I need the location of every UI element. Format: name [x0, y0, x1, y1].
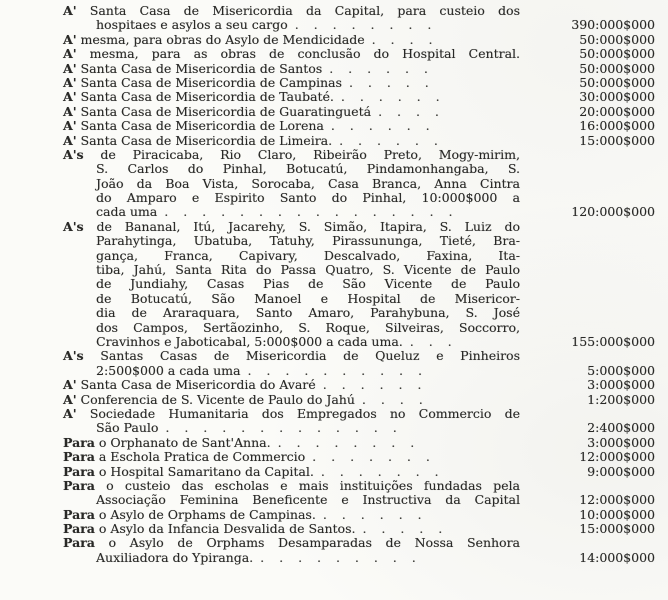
entry-text: tiba, Jahú, Santa Rita do Passa Quatro, S. Vicente de Paulo — [96, 263, 520, 278]
entry-lead: A' — [63, 4, 77, 18]
entry-lead: A' — [63, 74, 77, 90]
entry-lead: A's — [63, 349, 84, 364]
entry-text: Parahytinga, Ubatuba, Tatuhy, Pirassununga, Tieté, Bra- — [96, 234, 520, 249]
leader-dots: . . . . . . — [340, 89, 440, 105]
leader-dots: . . . . . — [362, 521, 443, 537]
entry-line — [0, 364, 668, 378]
entry-lead: Para — [63, 536, 95, 551]
entry-text: Cravinhos e Jaboticabal, 5:000$000 a cada uma. — [96, 333, 403, 349]
entry-line — [0, 479, 668, 493]
entry-line — [0, 436, 668, 450]
leader-dots: . . . . — [361, 391, 423, 407]
entry-lead: A' — [63, 89, 77, 105]
entry-text: dia de Araraquara, Santo Amaro, Parahybuna, S. José — [96, 306, 520, 321]
entry-text: Santa Casa de Misericordia de Limeira. — [80, 132, 333, 148]
entry-text: Santa Casa de Misericordia de Campinas — [80, 74, 342, 90]
leader-dots: . . . . . . . . — [294, 17, 432, 33]
leader-dots: . . . . — [378, 103, 439, 119]
amount-value: 14:000$000 — [579, 549, 655, 565]
entry-text: S. Carlos do Pinhal, Botucatú, Pindamonhangaba, S. — [96, 162, 520, 177]
entry-line — [0, 277, 668, 291]
entry-line — [0, 465, 668, 479]
entry-line — [0, 407, 668, 421]
entry-line — [0, 536, 668, 550]
appropriations-list — [0, 4, 668, 565]
entry-line — [0, 292, 668, 306]
leader-dots: . . . . . — [348, 74, 429, 90]
entry-text: de Jundiahy, Casas Pias de São Vicente de Paulo — [96, 277, 520, 292]
entry-text: Santa Casa de Misericordia do Avaré — [80, 377, 316, 393]
entry-lead: A' — [63, 118, 77, 134]
entry-text: mesma, para obras do Asylo de Mendicidade — [80, 31, 365, 47]
entry-lead: Para — [63, 521, 95, 537]
entry-line — [0, 220, 668, 234]
amount-value: 15:000$000 — [579, 521, 655, 537]
entry-text: dos Campos, Sertãozinho, S. Roque, Silveiras, Soccorro, — [96, 320, 520, 335]
entry-text: do Amparo e Espirito Santo do Pinhal, 10:000$000 a — [96, 191, 520, 206]
entry-text: Santa Casa de Misericordia de Lorena — [80, 118, 324, 134]
entry-text: o Asylo da Infancia Desvalida de Santos. — [98, 521, 356, 537]
amount-value: 16:000$000 — [579, 118, 655, 134]
amount-value: 50:000$000 — [579, 60, 655, 76]
amount-value: 20:000$000 — [579, 103, 655, 119]
entry-line — [0, 349, 668, 363]
entry-line — [0, 393, 668, 407]
entry-text: hospitaes e asylos a seu cargo — [96, 17, 288, 33]
entry-line — [0, 493, 668, 507]
entry-line — [0, 321, 668, 335]
entry-text: o Asylo de Orphams Desamparadas de Nossa Senhora — [108, 536, 521, 551]
amount-value: 50:000$000 — [579, 74, 655, 90]
leader-dots: . . . . . . . . . — [260, 549, 416, 565]
entry-line — [0, 522, 668, 536]
entry-lead: A' — [63, 31, 77, 47]
amount-value: 120:000$000 — [571, 204, 655, 220]
leader-dots: . . . . . . . — [320, 463, 439, 479]
entry-line — [0, 508, 668, 522]
entry-line — [0, 134, 668, 148]
leader-dots: . . . . . . — [339, 132, 438, 148]
entry-lead: A' — [63, 391, 77, 407]
amount-value: 10:000$000 — [579, 506, 655, 522]
leader-dots: . . . . . . — [322, 506, 422, 522]
entry-text: Santa Casa de Misericordia da Capital, para custeio dos — [89, 4, 520, 18]
leader-dots: . . . . . . . . . . . . . — [165, 420, 397, 436]
entry-text: Santas Casas de Misericordia de Queluz e Pinheiros — [100, 349, 520, 364]
entry-lead: Para — [63, 478, 95, 493]
entry-text: Santa Casa de Misericordia de Taubaté. — [80, 89, 334, 105]
entry-line — [0, 119, 668, 133]
entry-line — [0, 162, 668, 176]
entry-text: a Eschola Pratica de Commercio — [98, 449, 306, 465]
entry-line — [0, 62, 668, 76]
entry-lead: A' — [63, 47, 77, 62]
amount-value: 1:200$000 — [587, 391, 655, 407]
amount-value: 12:000$000 — [579, 449, 655, 465]
entry-text: o Hospital Samaritano da Capital. — [98, 463, 314, 479]
entry-line — [0, 33, 668, 47]
amount-value: 50:000$000 — [579, 47, 655, 62]
entry-line — [0, 177, 668, 191]
entry-text: João da Boa Vista, Sorocaba, Casa Branca, Anna Cintra — [96, 176, 520, 191]
amount-value: 15:000$000 — [579, 132, 655, 148]
amount-value: 5:000$000 — [587, 362, 655, 378]
entry-line — [0, 306, 668, 320]
amount-value: 3:000$000 — [587, 434, 655, 450]
entry-text: Auxiliadora do Ypiranga. — [96, 549, 254, 565]
amount-value: 50:000$000 — [579, 31, 655, 47]
entry-line — [0, 76, 668, 90]
amount-value: 3:000$000 — [587, 377, 655, 393]
amount-value: 155:000$000 — [571, 333, 655, 349]
entry-lead: Para — [63, 463, 95, 479]
amount-value: 9:000$000 — [587, 463, 655, 479]
entry-text: o custeio das escholas e mais instituições fundadas pela — [106, 478, 520, 493]
amount-value: 390:000$000 — [571, 17, 655, 33]
entry-text: São Paulo — [96, 420, 159, 436]
entry-lead: A' — [63, 406, 77, 421]
entry-line — [0, 18, 668, 32]
entry-line — [0, 90, 668, 104]
leader-dots: . . . . . . . — [312, 449, 430, 465]
leader-dots: . . . . . . — [322, 377, 422, 393]
leader-dots: . . . . . . . . — [277, 434, 415, 450]
entry-text: Santa Casa de Misericordia de Santos — [80, 60, 323, 76]
entry-text: cada uma — [96, 204, 158, 220]
entry-text: de Bananal, Itú, Jacarehy, S. Simão, Itapira, S. Luiz do — [96, 219, 520, 234]
leader-dots: . . . . — [371, 31, 433, 47]
entry-text: 2:500$000 a cada uma — [96, 362, 241, 378]
entry-text: mesma, para as obras de conclusão do Hospital Central. — [89, 47, 520, 62]
entry-lead: A' — [63, 60, 77, 76]
entry-line — [0, 249, 668, 263]
entry-line — [0, 205, 668, 219]
entry-text: de Piracicaba, Rio Claro, Ribeirão Preto, Mogy-mirim, — [100, 147, 520, 162]
entry-text: Sociedade Humanitaria dos Empregados no Commercio de — [89, 406, 520, 421]
entry-line — [0, 263, 668, 277]
entry-line — [0, 421, 668, 435]
entry-text: gança, Franca, Capivary, Descalvado, Faxina, Ita- — [96, 248, 520, 263]
entry-line — [0, 191, 668, 205]
leader-dots: . . . — [409, 333, 452, 349]
amount-value: 12:000$000 — [579, 493, 655, 508]
entry-lead: A' — [63, 377, 77, 393]
entry-line — [0, 551, 668, 565]
entry-text: de Botucatú, São Manoel e Hospital de Misericor- — [96, 291, 520, 306]
amount-value: 30:000$000 — [579, 89, 655, 105]
entry-lead: A' — [63, 103, 77, 119]
entry-line — [0, 335, 668, 349]
entry-line — [0, 378, 668, 392]
entry-lead: A's — [63, 219, 84, 234]
entry-text: o Asylo de Orphams de Campinas. — [98, 506, 316, 522]
entry-lead: Para — [63, 434, 95, 450]
entry-lead: A's — [63, 147, 84, 162]
leader-dots: . . . . . . . . . . . . . . . . — [164, 204, 453, 220]
entry-text: Associação Feminina Beneficente e Instructiva da Capital — [96, 493, 520, 508]
entry-lead: Para — [63, 449, 95, 465]
entry-line — [0, 47, 668, 61]
amount-value: 2:400$000 — [587, 420, 655, 436]
entry-line — [0, 105, 668, 119]
entry-line — [0, 4, 668, 18]
leader-dots: . . . . . . — [329, 60, 428, 76]
entry-line — [0, 148, 668, 162]
entry-text: o Orphanato de Sant'Anna. — [98, 434, 271, 450]
leader-dots: . . . . . . . . . . — [247, 362, 422, 378]
entry-text: Santa Casa de Misericordia de Guaratinguetá — [80, 103, 372, 119]
entry-line — [0, 234, 668, 248]
leader-dots: . . . . . . — [330, 118, 430, 134]
entry-text: Conferencia de S. Vicente de Paulo do Jahú — [80, 391, 355, 407]
entry-lead: A' — [63, 132, 77, 148]
entry-line — [0, 450, 668, 464]
entry-lead: Para — [63, 506, 95, 522]
